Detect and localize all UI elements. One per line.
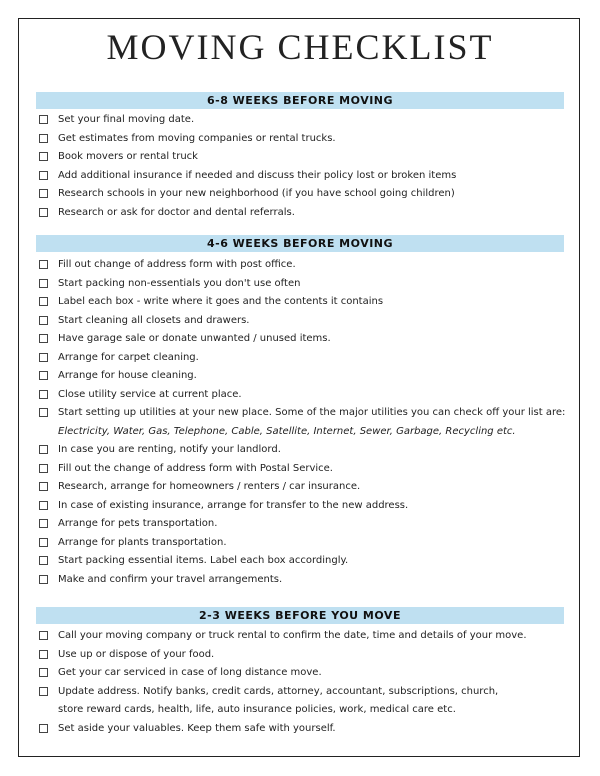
checklist-item-text: Label each box - write where it goes and the contents it contains [58, 296, 384, 307]
checklist-item [36, 367, 576, 386]
checkbox[interactable] [39, 724, 48, 733]
checkbox[interactable] [39, 668, 48, 677]
checklist-item-text: In case of existing insurance, arrange for transfer to the new address. [58, 499, 409, 511]
checklist-item [36, 571, 576, 590]
checklist-item-text: Use up or dispose of your food. [58, 648, 215, 660]
checklist-item [36, 204, 576, 223]
checklist-item-text: Book movers or rental truck [58, 151, 198, 162]
section-heading-2-3-weeks: 2-3 WEEKS BEFORE YOU MOVE [36, 607, 564, 624]
checkbox[interactable] [39, 316, 48, 325]
checklist-item-text: Start packing essential items. Label each box accordingly. [58, 555, 349, 566]
checklist-item [36, 386, 576, 405]
checklist-item [36, 478, 576, 497]
checkbox[interactable] [39, 297, 48, 306]
checklist-item [36, 349, 576, 368]
checklist-item-text: Arrange for carpet cleaning. [58, 351, 199, 363]
section-heading-6-8-weeks: 6-8 WEEKS BEFORE MOVING [36, 92, 564, 109]
checkbox[interactable] [39, 208, 48, 217]
checklist-item [36, 552, 576, 571]
checkbox[interactable] [39, 464, 48, 473]
checklist-item [36, 460, 576, 479]
checklist-item-text: Research, arrange for homeowners / renters / car insurance. [58, 481, 361, 492]
checklist-item-text: Start packing non-essentials you don't use often [58, 277, 301, 289]
checklist-item-text-continued: store reward cards, health, life, auto insurance policies, work, medical care etc. [58, 704, 456, 715]
checkbox[interactable] [39, 189, 48, 198]
checklist-item [36, 275, 576, 294]
checkbox[interactable] [39, 445, 48, 454]
checklist-item-text: Make and confirm your travel arrangements. [58, 573, 283, 585]
checklist-item-text: Get your car serviced in case of long distance move. [58, 667, 322, 678]
checkbox[interactable] [39, 631, 48, 640]
checklist-item-text: Close utility service at current place. [58, 388, 242, 400]
checklist-item [36, 148, 576, 167]
page-title: MOVING CHECKLIST [106, 27, 494, 67]
checklist-item-text: Start cleaning all closets and drawers. [58, 314, 250, 326]
checkbox[interactable] [39, 556, 48, 565]
checkbox[interactable] [39, 279, 48, 288]
checkbox[interactable] [39, 371, 48, 380]
checklist-item [36, 330, 576, 349]
checklist-item-text: Fill out the change of address form with Postal Service. [58, 462, 333, 474]
checklist-item [36, 683, 576, 720]
checklist-item-text: Have garage sale or donate unwanted / unused items. [58, 333, 331, 344]
checkbox[interactable] [39, 687, 48, 696]
checklist-item-text: Get estimates from moving companies or rental trucks. [58, 132, 336, 144]
checkbox[interactable] [39, 171, 48, 180]
checklist-item [36, 664, 576, 683]
checklist-item [36, 720, 576, 739]
checklist-item-text: Update address. Notify banks, credit cards, attorney, accountant, subscriptions, church, [58, 685, 499, 697]
checkbox[interactable] [39, 575, 48, 584]
checklist-item-text: In case you are renting, notify your landlord. [58, 444, 281, 455]
checkbox[interactable] [39, 115, 48, 124]
checkbox[interactable] [39, 152, 48, 161]
checklist-item-text: Research or ask for doctor and dental referrals. [58, 206, 295, 218]
checkbox[interactable] [39, 650, 48, 659]
checkbox[interactable] [39, 538, 48, 547]
checkbox[interactable] [39, 482, 48, 491]
checklist-item-text: Arrange for house cleaning. [58, 370, 197, 381]
checklist-item [36, 646, 576, 665]
checklist-6-8-weeks [36, 111, 576, 222]
checkbox[interactable] [39, 334, 48, 343]
checklist-item [36, 515, 576, 534]
checkbox[interactable] [39, 353, 48, 362]
checklist-item-text: Start setting up utilities at your new place. Some of the major utilities you can check off your list are: [58, 407, 566, 418]
checklist-item [36, 627, 576, 646]
checklist-item [36, 441, 576, 460]
checklist-item [36, 185, 576, 204]
checklist-item [36, 111, 576, 130]
checklist-item-text: Call your moving company or truck rental to confirm the date, time and details of your move. [58, 630, 527, 641]
checklist-item-text: Fill out change of address form with post office. [58, 259, 296, 270]
checklist-item [36, 256, 576, 275]
section-heading-4-6-weeks: 4-6 WEEKS BEFORE MOVING [36, 235, 564, 252]
checklist-item [36, 312, 576, 331]
checklist-item-text: Set your final moving date. [58, 114, 195, 125]
checkbox[interactable] [39, 408, 48, 417]
checkbox[interactable] [39, 390, 48, 399]
checklist-4-6-weeks [36, 256, 576, 589]
checklist-item [36, 167, 576, 186]
checkbox[interactable] [39, 260, 48, 269]
checklist-item-text: Arrange for pets transportation. [58, 518, 218, 529]
checklist-item [36, 534, 576, 553]
checklist-item [36, 497, 576, 516]
checkbox[interactable] [39, 519, 48, 528]
checklist-item-text: Add additional insurance if needed and discuss their policy lost or broken items [58, 169, 457, 181]
checklist-item-text: Arrange for plants transportation. [58, 536, 227, 548]
checklist-item-text-continued: Electricity, Water, Gas, Telephone, Cable, Satellite, Internet, Sewer, Garbage, Recycling etc. [58, 425, 516, 437]
checklist-item [36, 404, 576, 441]
checklist-2-3-weeks [36, 627, 576, 738]
checklist-item-text: Research schools in your new neighborhood (if you have school going children) [58, 188, 455, 199]
checklist-item-text: Set aside your valuables. Keep them safe with yourself. [58, 722, 336, 734]
checklist-item [36, 293, 576, 312]
checklist-item [36, 130, 576, 149]
checkbox[interactable] [39, 501, 48, 510]
checkbox[interactable] [39, 134, 48, 143]
